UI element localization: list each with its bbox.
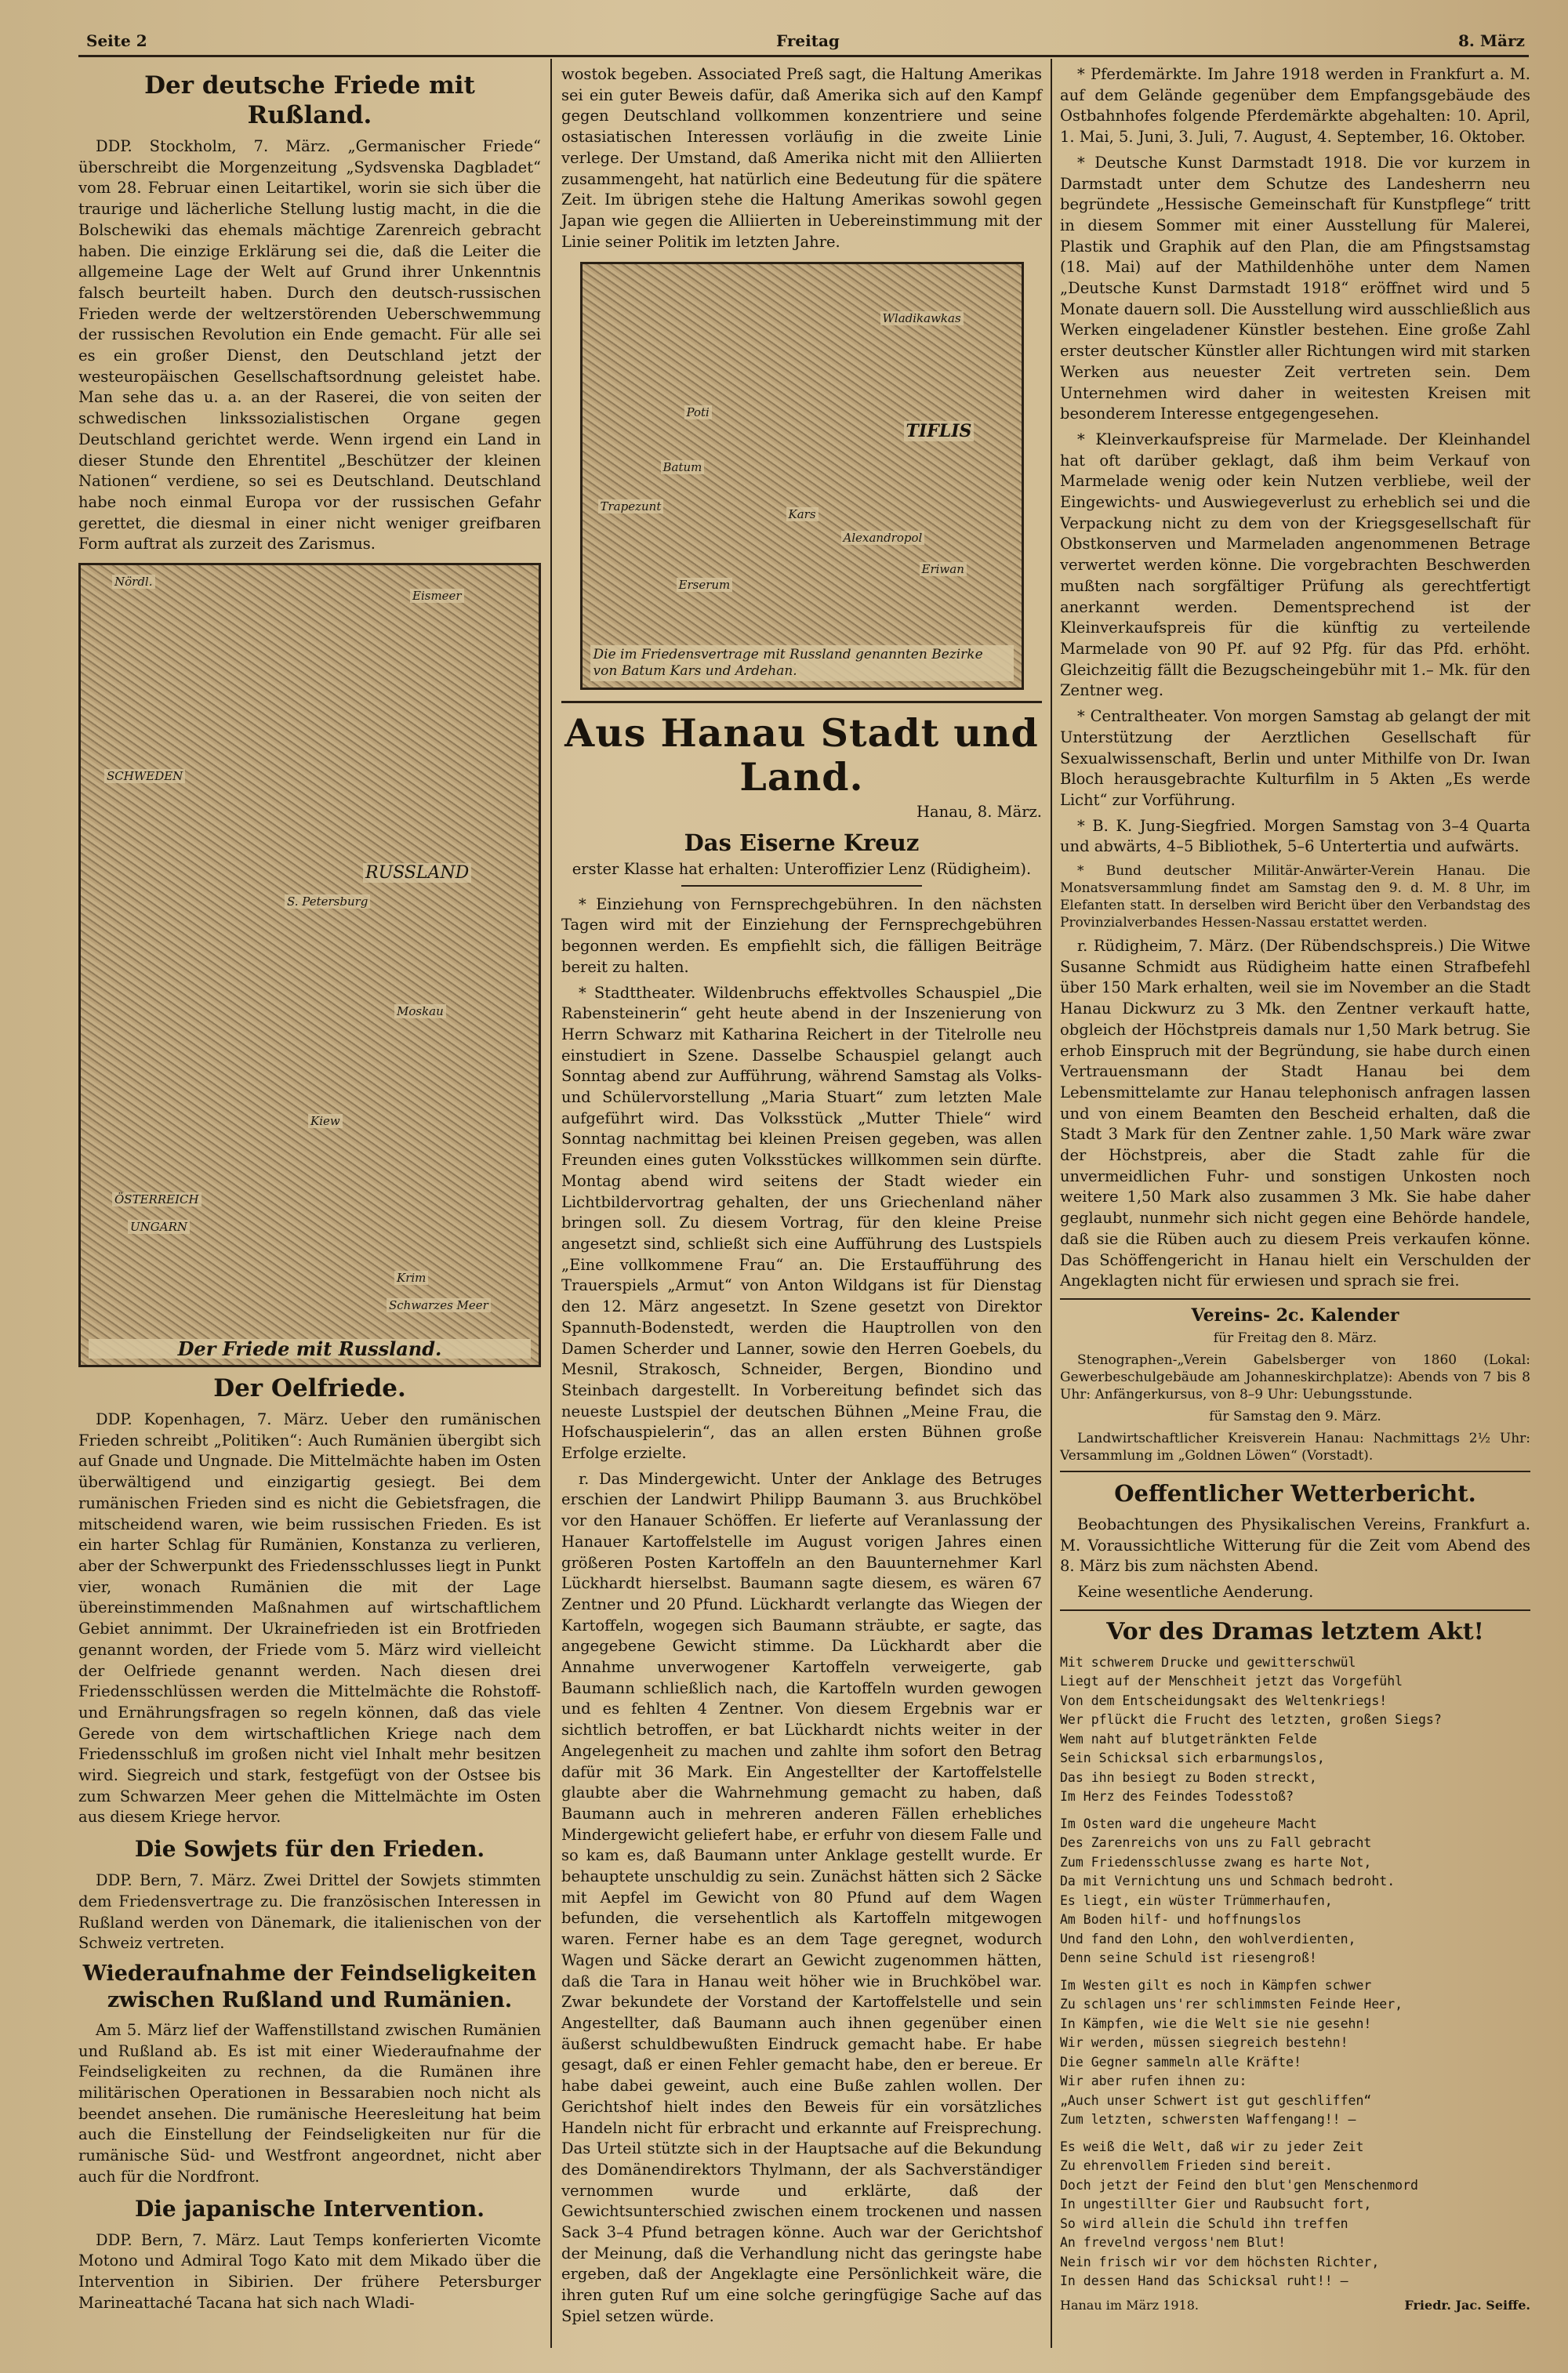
poem-line: In ungestillter Gier und Raubsucht fort, xyxy=(1060,2197,1372,2212)
poem-line: Wer pflückt die Frucht des letzten, großen Siegs? xyxy=(1060,1712,1442,1728)
map-label: Kars xyxy=(786,507,818,521)
news-pferdemaerkte: * Pferdemärkte. Im Jahre 1918 werden in Frankfurt a. M. auf dem Gelände gegenüber dem Empfangsgebäude des Ostbahnhofes folgende Pferdemärkte abgehalten: 10. April, 1. Mai, 5. Juni, 3. Juli, 7. August, 4. September, 16. Oktober. xyxy=(1060,65,1530,147)
map-label: Eriwan xyxy=(920,562,967,576)
section-rule xyxy=(1060,1609,1530,1611)
poem-line: Mit schwerem Drucke und gewitterschwül xyxy=(1060,1654,1356,1670)
poem-line: Zum Friedensschlusse zwang es harte Not, xyxy=(1060,1854,1372,1870)
headline-stadt-und-land: Aus Hanau Stadt und Land. xyxy=(564,710,1039,800)
map-label: Erserum xyxy=(677,578,733,592)
section-rule xyxy=(1060,1471,1530,1472)
headline-friede: Der deutsche Friede mit Rußland. xyxy=(144,71,475,129)
headline-wetterbericht: Oeffentlicher Wetterbericht. xyxy=(1114,1479,1476,1507)
article-friede: DDP. Stockholm, 7. März. „Germanischer Friede“ überschreibt die Morgenzeitung „Sydsvenska Dagbladet“ vom 28. Februar einen Leitartikel, worin sie sich über die traurige und lächerliche Stellung lustig macht, in die die Bolschewiki das ehemals mächtige Zarenreich gebracht haben. Die einzige Erklärung sei die, daß die Leiter die allgemeine Lage der Welt auf Grund ihrer Unkenntnis falsch beurteilt haben. Durch den deutsch-russischen Frieden werde der weltzerstörenden Ueberschwemmung der russischen Revolution ein Ende gemacht. Für alle sei es ein großer Dienst, den Deutschland jetzt der westeuropäischen Gesellschaftsordnung geleistet habe. Man sehe das u. a. an der Raserei, die von seiten der schwedischen linkssozialistischen Organe gegen Deutschland gerichtet werde. Wenn irgend ein Land in dieser Stunde den Ehrentitel „Beschützer der kleinen Nationen“ verdiene, so sei es Deutschland. Deutschland habe noch einmal Europa vor der russischen Gefahr gerettet, die diesmal in einer nicht weniger greifbaren Form auftrat als zurzeit des Zarismus. xyxy=(78,137,541,553)
poem-line: Zu ehrenvollem Frieden sind bereit. xyxy=(1060,2158,1333,2174)
poem-line: An frevelnd vergoss'nem Blut! xyxy=(1060,2235,1287,2251)
header-page: Seite 2 xyxy=(86,31,147,50)
headline-oelfriede: Der Oelfriede. xyxy=(213,1374,406,1403)
article-oelfriede: DDP. Kopenhagen, 7. März. Ueber den rumänischen Frieden schreibt „Politiken“: Auch Rumänien übergibt sich auf Gnade und Ungnade. Die Mittelmächte haben im Osten überwältigend und einzigartig gesiegt. Bei dem rumänischen Frieden sind es nicht die Gebietsfragen, die mitscheidend waren, wie beim russischen Frieden. Es ist ein harter Schlag für Rumänien, Konstanza zu verlieren, aber der Schwerpunkt des Friedensschlusses liegt in Punkt vier, wonach Rumänien die mit der Lage übereinstimmenden Maßnahmen auf wirtschaftlichem Gebiet annimmt. Der Ukrainefrieden ist ein Brotfrieden genannt worden, der Friede vom 5. März wird vielleicht der Oelfriede genannt werden. Nach diesen drei Friedensschlüssen werden die Mittelmächte die Rohstoff- und Ernährungsfragen so regeln können, daß das viele Gerede von dem wirtschaftlichen Kriege nach dem Friedensschluß im großen nicht viel Inhalt mehr besitzen wird. Siegreich und stark, festgefügt von der Ostsee bis zum Schwarzen Meer gehen die Mittelmächte im Osten aus diesem Kriege hervor. xyxy=(78,1410,541,1827)
poem-line: Es liegt, ein wüster Trümmerhaufen, xyxy=(1060,1892,1333,1908)
map-label: Batum xyxy=(661,460,705,474)
map-label: RUSSLAND xyxy=(363,863,471,883)
map-label: SCHWEDEN xyxy=(104,769,185,783)
news-marmelade: * Kleinverkaufspreise für Marmelade. Der Kleinhandel hat oft darüber geklagt, daß ihm beim Verkauf von Marmelade wenig oder kein Nutzen verbliebe, weil der Eingewichts- und Auswiegeverlust zu erheblich sei und die Verpackung nicht zu dem von der Kriegsgesellschaft für Obstkonserven und Marmeladen angenommenen Betrage verwertet werden könne. Die vorgebrachten Beschwerden mußten nach sorgfältiger Prüfung als gerechtfertigt anerkannt werden. Dementsprechend ist der Kleinverkaufspreis für die künftig zu verteilende Marmelade von 90 Pf. auf 92 Pfg. für das Pfd. erhöht. Gleichzeitig fällt die Bezugscheingebühr mit 1.– Mk. für den Zentner weg. xyxy=(1060,430,1530,700)
column-2 xyxy=(561,64,1042,2332)
news-centraltheater: * Centraltheater. Von morgen Samstag ab gelangt der mit Unterstützung der Aerztlichen Gesellschaft für Sexualwissenschaft, Berlin und unter Mithilfe von Dr. Iwan Bloch herausgebrachte Kulturfilm in 5 Akten „Es werde Licht“ zur Vorführung. xyxy=(1060,707,1530,809)
poem-line: Wir aber rufen ihnen zu: xyxy=(1060,2074,1247,2089)
headline-vereins-kalender: Vereins- 2c. Kalender xyxy=(1191,1304,1399,1326)
map-label: Moskau xyxy=(394,1004,446,1018)
poem-line: Zu schlagen uns'rer schlimmsten Feinde Heer, xyxy=(1060,1997,1403,2012)
poem-line: „Auch unser Schwert ist gut geschliffen“ xyxy=(1060,2092,1372,2108)
vereins-date-2: für Samstag den 9. März. xyxy=(1209,1408,1381,1424)
section-rule xyxy=(1060,1298,1530,1300)
map-label: Alexandropol xyxy=(841,531,925,545)
poem-line: Im Osten ward die ungeheure Macht xyxy=(1060,1816,1317,1831)
poem-line: Und fand den Lohn, den wohlverdienten, xyxy=(1060,1931,1356,1947)
section-rule xyxy=(681,885,922,887)
header-rule xyxy=(78,55,1529,57)
news-darmstadt: * Deutsche Kunst Darmstadt 1918. Die vor kurzem in Darmstadt unter dem Schutze des Landesherrn neu begründete „Hessische Gemeinschaft für Kunstpflege“ tritt in diesem Sommer mit einer Ausstellung für Malerei, Plastik und Graphik auf den Plan, die am Pfingstsamstag (18. Mai) auf der Mathildenhöhe unter dem Namen „Deutsche Kunst Darmstadt 1918“ eröffnet wird und 5 Monate dauern soll. Die Ausstellung wird ausschließlich aus Werken eingeladener Künstler bestehen. Eine große Zahl erster deutscher Künstler aller Richtungen wird mit starken Werken aus neuester Zeit vertreten sein. Dem Unternehmen wird daher in weitesten Kreisen mit besonderem Interesse entgegengesehen. xyxy=(1060,153,1530,423)
poem-line xyxy=(1060,1807,1530,1815)
column-3 xyxy=(1060,64,1530,2315)
poem-line: Es weiß die Welt, daß wir zu jeder Zeit xyxy=(1060,2139,1364,2154)
news-jung-siegfried: * B. K. Jung-Siegfried. Morgen Samstag von 3–4 Quarta und abwärts, 4–5 Bibliothek, 5–6 Untertertia und aufwärts. xyxy=(1060,816,1530,856)
map-label: Nördl. xyxy=(112,575,155,589)
header-day: Freitag xyxy=(776,31,840,50)
news-militaer-anwaerter: * Bund deutscher Militär-Anwärter-Verein Hanau. Die Monatsversammlung findet am Samstag den 9. d. M. 8 Uhr, im Elefanten statt. In derselben wird Bericht über den Verbandstag des Provinzialverbandes Hessen-Nassau erstattet werden. xyxy=(1060,863,1530,931)
poem-line: Am Boden hilf- und hoffnungslos xyxy=(1060,1912,1301,1928)
news-mindergewicht: r. Das Mindergewicht. Unter der Anklage des Betruges erschien der Landwirt Philipp Baumann 3. aus Bruchköbel vor den Hanauer Schöffen. Er lieferte auf Veranlassung der Hanauer Kartoffelstelle im August vorigen Jahres einen größeren Posten Kartoffeln an den Bauunternehmer Karl Lückhardt hierselbst. Baumann sagte diesem, es wären 67 Zentner und 20 Pfund. Lückhardt verlangte das Wiegen der Kartoffeln, wogegen sich Baumann sträubte, er sagte, das angegebene Gewicht stimme. Da Lückhardt aber die Annahme unverwogener Kartoffeln verweigerte, gab Baumann schließlich nach, die Kartoffeln wurden gewogen und es fehlten 4 Zentner. Von diesem Ergebnis war er sichtlich betroffen, er bat Lückhardt nichts weiter in der Angelegenheit zu machen und zahlte ihm sofort den Betrag dafür mit 36 Mark. Ein Angestellter der Kartoffelstelle glaubte aber die Wahrnehmung gemacht zu haben, daß Baumann auch in mehreren anderen Fällen erhebliches Mindergewicht geliefert habe, er erfuhr von diesem Falle und so kam es, daß Baumann unter Anklage gestellt wurde. Er behauptete unschuldig zu sein. Zunächst hätten sich 2 Säcke mit Aepfel im Gewicht von 80 Pfund auf dem Wagen befunden, die versehentlich als Kartoffeln mitgewogen waren. Ferner habe es an dem Tage geregnet, wodurch Wagen und Säcke derart an Gewicht zugenommen hätten, daß die Tara in Hanau weit höher wie in Bruchköbel war. Zwar bekundete der Vorstand der Kartoffelstelle und sein Angestellter, daß Baumann auch ihnen gegenüber einen äußerst schuldbewußten Eindruck gemacht habe. Er habe gesagt, daß er einen Fehler gemacht habe, den er bereue. Er habe dabei geweint, auch eine Buße zahlen wollen. Der Gerichtshof hielt indes den Beweis für ein vorsätzliches Handeln nicht für erbracht und erkannte auf Freisprechung. Das Urteil stützte sich in der Hauptsache auf die Bekundung des Domänendirektors Thylmann, der als Sachverständiger vernommen wurde und erklärte, daß der Gewichtsunterschied zwischen einem trockenen und nassen Sack 3–4 Pfund betragen könne. Auch war der Gerichtshof der Meinung, daß die Verhandlung nicht das geringste habe ergeben, daß der Angeklagte eine Persönlichkeit wäre, die ihren guten Ruf um eine solche geringfügige Sache auf das Spiel setzen würde. xyxy=(561,1469,1042,2325)
news-stadttheater: * Stadttheater. Wildenbruchs effektvolles Schauspiel „Die Rabensteinerin“ geht heute abend in der Inszenierung von Herrn Schwarz mit Katharina Reichert in der Titelrolle neu einstudiert in Szene. Dasselbe Schauspiel gelangt auch Sonntag abend zur Aufführung, während Samstag als Volks- und Schülervorstellung „Maria Stuart“ zum letzten Male aufgeführt wird. Das Volksstück „Mutter Thiele“ wird Sonntag nachmittag bei kleinen Preisen gegeben, was allen Freunden eines guten Volksstückes willkommen sein dürfte. Montag abend wird seitens der Stadt wieder ein Lichtbildervortrag gehalten, der uns Griechenland näher bringen soll. Zu diesem Vortrag, für den kleine Preise angesetzt sind, schließt sich eine Aufführung des Lustspiels „Eine vollkommene Frau“ an. Die Erstaufführung des Trauerspiels „Armut“ von Anton Wildgans ist für Dienstag den 12. März angesetzt. In Szene gesetzt von Direktor Spannuth-Bodenstedt, werden die Hauptrollen von den Damen Scherder und Lanner, sowie den Herren Goebels, du Mesnil, Strakosch, Schneider, Bergen, Biondino und Steinbach dargestellt. In Vorbereitung befindet sich das neueste Lustspiel der deutschen Bühnen „Meine Frau, die Hofschauspielerin“, das an allen ersten Bühnen große Erfolge erzielte. xyxy=(561,983,1042,1463)
map-label: S. Petersburg xyxy=(285,894,370,909)
map-label: Kiew xyxy=(308,1114,343,1128)
news-ruedigheim: r. Rüdigheim, 7. März. (Der Rübendschspreis.) Die Witwe Susanne Schmidt aus Rüdigheim hatte einen Strafbefehl über 150 Mark erhalten, weil sie im November an die Stadt Hanau Dickwurz zu 3 Mk. den Zentner verkauft hatte, obgleich der Höchstpreis damals nur 1,50 Mark betrug. Sie erhob Einspruch mit der Begründung, sie habe durch einen Vertrauensmann der Stadt Hanau bei dem Lebensmittelamte zur Hanau telephonisch anfragen lassen und von einem Beamten den Bescheid erhalten, daß die Stadt 3 Mark für den Zentner zahle. 1,50 Mark wäre zwar der Höchstpreis, aber die Stadt zahle für die unvermeidlichen Fuhr- und sonstigen Unkosten noch weitere 1,50 Mark also zusammen 3 Mk. Sie habe daher geglaubt, nunmehr sich nicht gegen eine Behörde handele, daß sie die Rüben auch zu diesem Preis verkaufen könne. Das Schöffengericht in Hanau hielt ein Verschulden der Angeklagten nicht für erwiesen und sprach sie frei. xyxy=(1060,937,1530,1290)
column-1 xyxy=(78,64,541,2318)
poem-line: Da mit Vernichtung uns und Schmach bedroht. xyxy=(1060,1874,1396,1889)
poem-line: Das ihn besiegt zu Boden streckt, xyxy=(1060,1769,1317,1785)
poem-line: Des Zarenreichs von uns zu Fall gebracht xyxy=(1060,1835,1372,1851)
column-rule-2 xyxy=(1051,59,1052,2348)
map-label: Eismeer xyxy=(410,589,464,603)
map-russia xyxy=(78,563,541,1367)
header-date: 8. März xyxy=(1458,31,1525,50)
poem-line: Doch jetzt der Feind den blut'gen Menschenmord xyxy=(1060,2177,1418,2193)
map-caption: Der Friede mit Russland. xyxy=(89,1339,531,1359)
map-label: ÖSTERREICH xyxy=(112,1192,201,1206)
headline-eisernes-kreuz: Das Eiserne Kreuz xyxy=(684,829,920,857)
wetter-text: Beobachtungen des Physikalischen Vereins, Frankfurt a. M. Voraussichtliche Witterung für die Zeit vom Abend des 8. März bis zum nächsten Abend. xyxy=(1060,1515,1530,1576)
poem xyxy=(1060,1653,1530,2291)
article-sowjets: DDP. Bern, 7. März. Zwei Drittel der Sowjets stimmten dem Friedensvertrage zu. Die französischen Interessen in Rußland werden von Dänemark, die italienischen von der Schweiz vertreten. xyxy=(78,1871,541,1953)
poem-line: Wir werden, müssen siegreich bestehn! xyxy=(1060,2035,1348,2051)
poem-line: Nein frisch wir vor dem höchsten Richter, xyxy=(1060,2254,1380,2270)
map-label: Schwarzes Meer xyxy=(387,1298,491,1312)
poem-line: Im Herz des Feindes Todesstoß? xyxy=(1060,1789,1294,1805)
vereins-gabelsberger: Stenographen-„Verein Gabelsberger von 1860 (Lokal: Gewerbeschulgebäude am Johanneskirchplatze): Abends von 7 bis 8 Uhr: Anfängerkursus, von 8–9 Uhr: Uebungsstunde. xyxy=(1060,1352,1530,1402)
map-caption: Die im Friedensvertrage mit Russland genannten Bezirke von Batum Kars und Ardehan. xyxy=(590,645,1014,681)
headline-drama: Vor des Dramas letztem Akt! xyxy=(1106,1617,1484,1645)
article-wiederaufnahme: Am 5. März lief der Waffenstillstand zwischen Rumänien und Rußland ab. Es ist mit einer Wiederaufnahme der Feindseligkeiten zu rechnen, da die Rumänen ihre militärischen Operationen in Bessarabien noch nicht als beendet ansehen. Die rumänische Heeresleitung hat beim auch die Einstellung der Feindseligkeiten nur für die rumänische Süd- und Westfront angeordnet, nicht aber auch für die Nordfront. xyxy=(78,2020,541,2186)
wetter-text-2: Keine wesentliche Aenderung. xyxy=(1077,1583,1314,1602)
kreuz-text: erster Klasse hat erhalten: Unteroffizier Lenz (Rüdigheim). xyxy=(572,860,1032,879)
map-label: Trapezunt xyxy=(598,499,664,513)
section-rule xyxy=(561,701,1042,703)
news-fernsprech: * Einziehung von Fernsprechgebühren. In den nächsten Tagen wird mit der Einziehung der Fernsprechgebühren begonnen werden. Es empfiehlt sich, die fälligen Beiträge bereit zu halten. xyxy=(561,894,1042,976)
poem-line: In Kämpfen, wie die Welt sie nie gesehn! xyxy=(1060,2016,1372,2031)
map-label: UNGARN xyxy=(128,1220,190,1234)
map-label: Krim xyxy=(394,1271,428,1285)
headline-wiederaufnahme: Wiederaufnahme der Feindseligkeiten zwischen Rußland und Rumänien. xyxy=(82,1961,537,2012)
article-amerika: wostok begeben. Associated Preß sagt, die Haltung Amerikas sei ein guter Beweis dafür, daß Amerika sich auf den Kampf gegen Deutschland vollkommen konzentriere und seine ostasiatischen Interessen vorläufig in die zweite Linie verlege. Der Umstand, daß Amerika nicht mit den Alliierten zusammengeht, hat natürlich eine Bedeutung für die spätere Zeit. Im übrigen stehe die Haltung Amerikas sowohl gegen Japan wie gegen die Alliierten in Uebereinstimmung mit der Linie seiner Politik im letzten Jahre. xyxy=(561,65,1042,251)
article-japan: DDP. Bern, 7. März. Laut Temps konferierten Vicomte Motono und Admiral Togo Kato mit dem Mikado über die Intervention in Sibirien. Der frühere Petersburger Marineattaché Tacana hat sich nach Wladi- xyxy=(78,2230,541,2312)
headline-japan: Die japanische Intervention. xyxy=(135,2195,485,2222)
poem-place: Hanau im März 1918. xyxy=(1060,2297,1199,2313)
poem-line: Denn seine Schuld ist riesengroß! xyxy=(1060,1950,1317,1966)
map-caucasus xyxy=(580,262,1024,690)
poem-line: Wem naht auf blutgetränkten Felde xyxy=(1060,1731,1317,1747)
map-label: TIFLIS xyxy=(904,421,975,441)
poem-line xyxy=(1060,2130,1530,2138)
map-label: Wladikawkas xyxy=(880,311,964,325)
poem-line: In dessen Hand das Schicksal ruht!! – xyxy=(1060,2273,1348,2289)
poem-line: So wird allein die Schuld ihn treffen xyxy=(1060,2215,1348,2231)
poem-line: Im Westen gilt es noch in Kämpfen schwer xyxy=(1060,1977,1372,1993)
headline-sowjets: Die Sowjets für den Frieden. xyxy=(134,1836,485,1863)
poem-line: Von dem Entscheidungsakt des Weltenkriegs! xyxy=(1060,1693,1388,1708)
poem-signature xyxy=(1060,2296,1530,2315)
map-label: Poti xyxy=(684,405,712,419)
poem-line xyxy=(1060,1968,1530,1976)
poem-line: Sein Schicksal sich erbarmungslos, xyxy=(1060,1751,1325,1766)
vereins-date: für Freitag den 8. März. xyxy=(1213,1330,1377,1346)
poem-line: Zum letzten, schwersten Waffengang!! – xyxy=(1060,2112,1356,2128)
vereins-landwirtschaft: Landwirtschaftlicher Kreisverein Hanau: Nachmittags 2½ Uhr: Versammlung im „Goldnen Löwen“ (Vorstadt). xyxy=(1060,1430,1530,1464)
poem-line: Die Gegner sammeln alle Kräfte! xyxy=(1060,2054,1301,2070)
poem-author: Friedr. Jac. Seiffe. xyxy=(1404,2297,1530,2313)
column-rule-1 xyxy=(550,59,552,2348)
poem-line: Liegt auf der Menschheit jetzt das Vorgefühl xyxy=(1060,1674,1403,1689)
dateline: Hanau, 8. März. xyxy=(916,803,1042,822)
